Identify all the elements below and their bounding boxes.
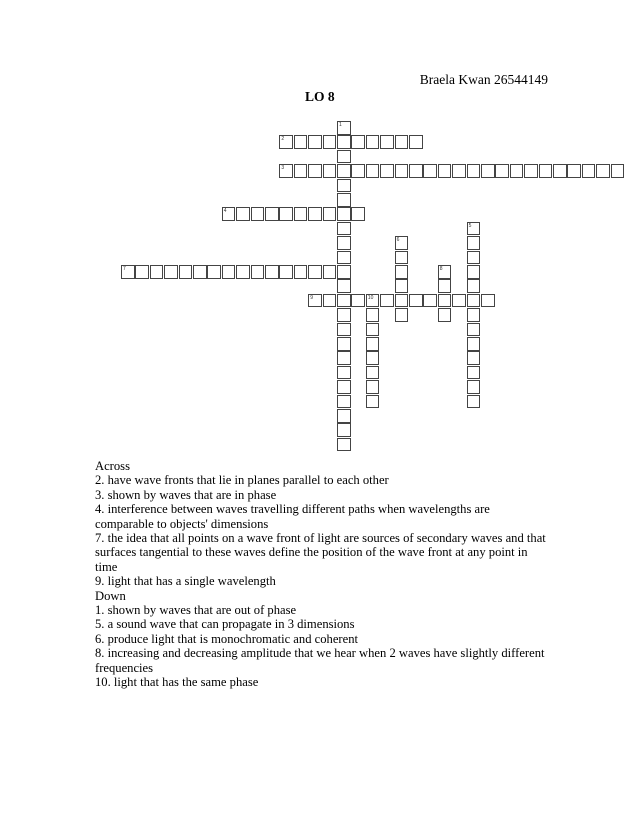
across-clue-2: 2. have wave fronts that lie in planes parallel to each other bbox=[95, 473, 389, 488]
crossword-cell[interactable] bbox=[567, 164, 581, 178]
crossword-cell[interactable] bbox=[164, 265, 178, 279]
crossword-cell[interactable] bbox=[467, 265, 481, 279]
crossword-cell[interactable] bbox=[395, 279, 409, 293]
crossword-cell[interactable] bbox=[467, 236, 481, 250]
crossword-cell[interactable] bbox=[236, 265, 250, 279]
crossword-cell[interactable] bbox=[596, 164, 610, 178]
crossword-cell[interactable] bbox=[308, 265, 322, 279]
crossword-cell[interactable] bbox=[337, 409, 351, 423]
crossword-cell[interactable] bbox=[323, 164, 337, 178]
across-clue-4: 4. interference between waves travelling different paths when wavelengths are comparable to objects' dimensions bbox=[95, 502, 490, 531]
crossword-cell[interactable] bbox=[481, 164, 495, 178]
crossword-cell[interactable] bbox=[279, 207, 293, 221]
crossword-cell[interactable] bbox=[438, 265, 452, 279]
crossword-cell[interactable] bbox=[539, 164, 553, 178]
crossword-cell[interactable] bbox=[351, 207, 365, 221]
down-clue-8: 8. increasing and decreasing amplitude that we hear when 2 waves have slightly different frequencies bbox=[95, 646, 545, 675]
crossword-cell[interactable] bbox=[207, 265, 221, 279]
crossword-cell[interactable] bbox=[337, 207, 351, 221]
crossword-cell[interactable] bbox=[366, 294, 380, 308]
crossword-cell[interactable] bbox=[337, 351, 351, 365]
crossword-cell[interactable] bbox=[121, 265, 135, 279]
crossword-cell[interactable] bbox=[395, 308, 409, 322]
crossword-cell[interactable] bbox=[366, 337, 380, 351]
crossword-cell[interactable] bbox=[351, 294, 365, 308]
crossword-cell[interactable] bbox=[409, 164, 423, 178]
crossword-cell[interactable] bbox=[395, 236, 409, 250]
crossword-cell[interactable] bbox=[337, 236, 351, 250]
crossword-cell[interactable] bbox=[409, 294, 423, 308]
crossword-cell[interactable] bbox=[395, 164, 409, 178]
clue-number: 7 bbox=[123, 266, 126, 272]
crossword-cell[interactable] bbox=[611, 164, 625, 178]
across-clue-9: 9. light that has a single wavelength bbox=[95, 574, 276, 589]
crossword-cell[interactable] bbox=[222, 265, 236, 279]
clue-list bbox=[95, 459, 550, 690]
crossword-cell[interactable] bbox=[409, 135, 423, 149]
crossword-cell[interactable] bbox=[337, 438, 351, 452]
crossword-cell[interactable] bbox=[366, 380, 380, 394]
crossword-cell[interactable] bbox=[467, 294, 481, 308]
crossword-cell[interactable] bbox=[294, 265, 308, 279]
crossword-cell[interactable] bbox=[294, 164, 308, 178]
crossword-cell[interactable] bbox=[380, 164, 394, 178]
crossword-cell[interactable] bbox=[337, 380, 351, 394]
crossword-cell[interactable] bbox=[279, 135, 293, 149]
crossword-cell[interactable] bbox=[308, 164, 322, 178]
down-clue-5: 5. a sound wave that can propagate in 3 dimensions bbox=[95, 617, 355, 632]
crossword-cell[interactable] bbox=[452, 294, 466, 308]
crossword-cell[interactable] bbox=[467, 395, 481, 409]
clue-number: 4 bbox=[223, 208, 227, 215]
crossword-cell[interactable] bbox=[380, 294, 394, 308]
crossword-cell[interactable] bbox=[150, 265, 164, 279]
crossword-cell[interactable] bbox=[236, 207, 250, 221]
crossword-cell[interactable] bbox=[438, 308, 452, 322]
crossword-cell[interactable] bbox=[251, 265, 265, 279]
down-clue-10: 10. light that has the same phase bbox=[95, 675, 259, 690]
crossword-cell[interactable] bbox=[553, 164, 567, 178]
crossword-cell[interactable] bbox=[582, 164, 596, 178]
crossword-cell[interactable] bbox=[423, 164, 437, 178]
crossword-cell[interactable] bbox=[265, 265, 279, 279]
crossword-cell[interactable] bbox=[481, 294, 495, 308]
crossword-cell[interactable] bbox=[337, 135, 351, 149]
crossword-cell[interactable] bbox=[337, 423, 351, 437]
crossword-cell[interactable] bbox=[251, 207, 265, 221]
crossword-cell[interactable] bbox=[337, 337, 351, 351]
crossword-cell[interactable] bbox=[222, 207, 236, 221]
crossword-cell[interactable] bbox=[337, 308, 351, 322]
crossword-cell[interactable] bbox=[380, 135, 394, 149]
crossword-cell[interactable] bbox=[467, 337, 481, 351]
across-clue-3: 3. shown by waves that are in phase bbox=[95, 487, 277, 502]
crossword-cell[interactable] bbox=[438, 279, 452, 293]
down-clue-6: 6. produce light that is monochromatic and coherent bbox=[95, 631, 358, 646]
crossword-cell[interactable] bbox=[337, 265, 351, 279]
clue-number: 5 bbox=[468, 222, 472, 229]
crossword-cell[interactable] bbox=[395, 135, 409, 149]
clue-number: 10 bbox=[367, 294, 374, 301]
crossword-cell[interactable] bbox=[337, 279, 351, 293]
crossword-cell[interactable] bbox=[467, 279, 481, 293]
down-heading: Down bbox=[95, 588, 126, 603]
clue-number: 6 bbox=[396, 237, 400, 244]
crossword-cell[interactable] bbox=[193, 265, 207, 279]
clue-number: 9 bbox=[310, 294, 313, 301]
crossword-cell[interactable] bbox=[467, 222, 481, 236]
crossword-cell[interactable] bbox=[452, 164, 466, 178]
crossword-cell[interactable] bbox=[467, 380, 481, 394]
crossword-cell[interactable] bbox=[337, 323, 351, 337]
crossword-cell[interactable] bbox=[467, 251, 481, 265]
crossword-cell[interactable] bbox=[265, 207, 279, 221]
crossword-cell[interactable] bbox=[308, 135, 322, 149]
crossword-cell[interactable] bbox=[467, 164, 481, 178]
crossword-cell[interactable] bbox=[337, 179, 351, 193]
crossword-cell[interactable] bbox=[337, 164, 351, 178]
down-clue-1: 1. shown by waves that are out of phase bbox=[95, 603, 297, 618]
crossword-cell[interactable] bbox=[467, 351, 481, 365]
crossword-cell[interactable] bbox=[323, 265, 337, 279]
crossword-cell[interactable] bbox=[337, 251, 351, 265]
crossword-cell[interactable] bbox=[279, 265, 293, 279]
crossword-cell[interactable] bbox=[366, 366, 380, 380]
crossword-cell[interactable] bbox=[294, 207, 308, 221]
crossword-cell[interactable] bbox=[366, 135, 380, 149]
crossword-cell[interactable] bbox=[395, 265, 409, 279]
crossword-cell[interactable] bbox=[524, 164, 538, 178]
crossword-cell[interactable] bbox=[366, 351, 380, 365]
crossword-cell[interactable] bbox=[438, 294, 452, 308]
crossword-cell[interactable] bbox=[179, 265, 193, 279]
crossword-cell[interactable] bbox=[337, 150, 351, 164]
crossword-cell[interactable] bbox=[337, 395, 351, 409]
crossword-cell[interactable] bbox=[351, 135, 365, 149]
crossword-cell[interactable] bbox=[423, 294, 437, 308]
clue-number: 3 bbox=[281, 165, 285, 172]
crossword-cell[interactable] bbox=[323, 207, 337, 221]
crossword-cell[interactable] bbox=[366, 308, 380, 322]
across-heading: Across bbox=[95, 459, 130, 473]
author-name: Braela Kwan 26544149 bbox=[419, 72, 548, 87]
crossword-cell[interactable] bbox=[467, 366, 481, 380]
crossword-cell[interactable] bbox=[438, 164, 452, 178]
crossword-cell[interactable] bbox=[467, 308, 481, 322]
crossword-cell[interactable] bbox=[308, 207, 322, 221]
crossword-cell[interactable] bbox=[279, 164, 293, 178]
crossword-cell[interactable] bbox=[337, 294, 351, 308]
crossword-cell[interactable] bbox=[337, 121, 351, 135]
crossword-cell[interactable] bbox=[351, 164, 365, 178]
crossword-cell[interactable] bbox=[308, 294, 322, 308]
crossword-cell[interactable] bbox=[395, 294, 409, 308]
crossword-cell[interactable] bbox=[135, 265, 149, 279]
crossword-cell[interactable] bbox=[366, 395, 380, 409]
crossword-cell[interactable] bbox=[323, 135, 337, 149]
crossword-cell[interactable] bbox=[495, 164, 509, 178]
clue-number: 1 bbox=[339, 122, 342, 128]
crossword-cell[interactable] bbox=[510, 164, 524, 178]
crossword-cell[interactable] bbox=[366, 323, 380, 337]
crossword-cell[interactable] bbox=[337, 366, 351, 380]
clue-number: 2 bbox=[281, 136, 285, 143]
crossword-cell[interactable] bbox=[323, 294, 337, 308]
crossword-cell[interactable] bbox=[467, 323, 481, 337]
crossword-cell[interactable] bbox=[337, 222, 351, 236]
crossword-cell[interactable] bbox=[395, 251, 409, 265]
crossword-cell[interactable] bbox=[366, 164, 380, 178]
clue-number: 8 bbox=[439, 266, 443, 272]
across-clue-7: 7. the idea that all points on a wave front of light are sources of secondary waves and that surfaces tangential to these waves define the position of the wave front at any point in time bbox=[95, 531, 546, 574]
crossword-cell[interactable] bbox=[337, 193, 351, 207]
crossword-cell[interactable] bbox=[294, 135, 308, 149]
page-title: LO 8 bbox=[305, 89, 335, 104]
